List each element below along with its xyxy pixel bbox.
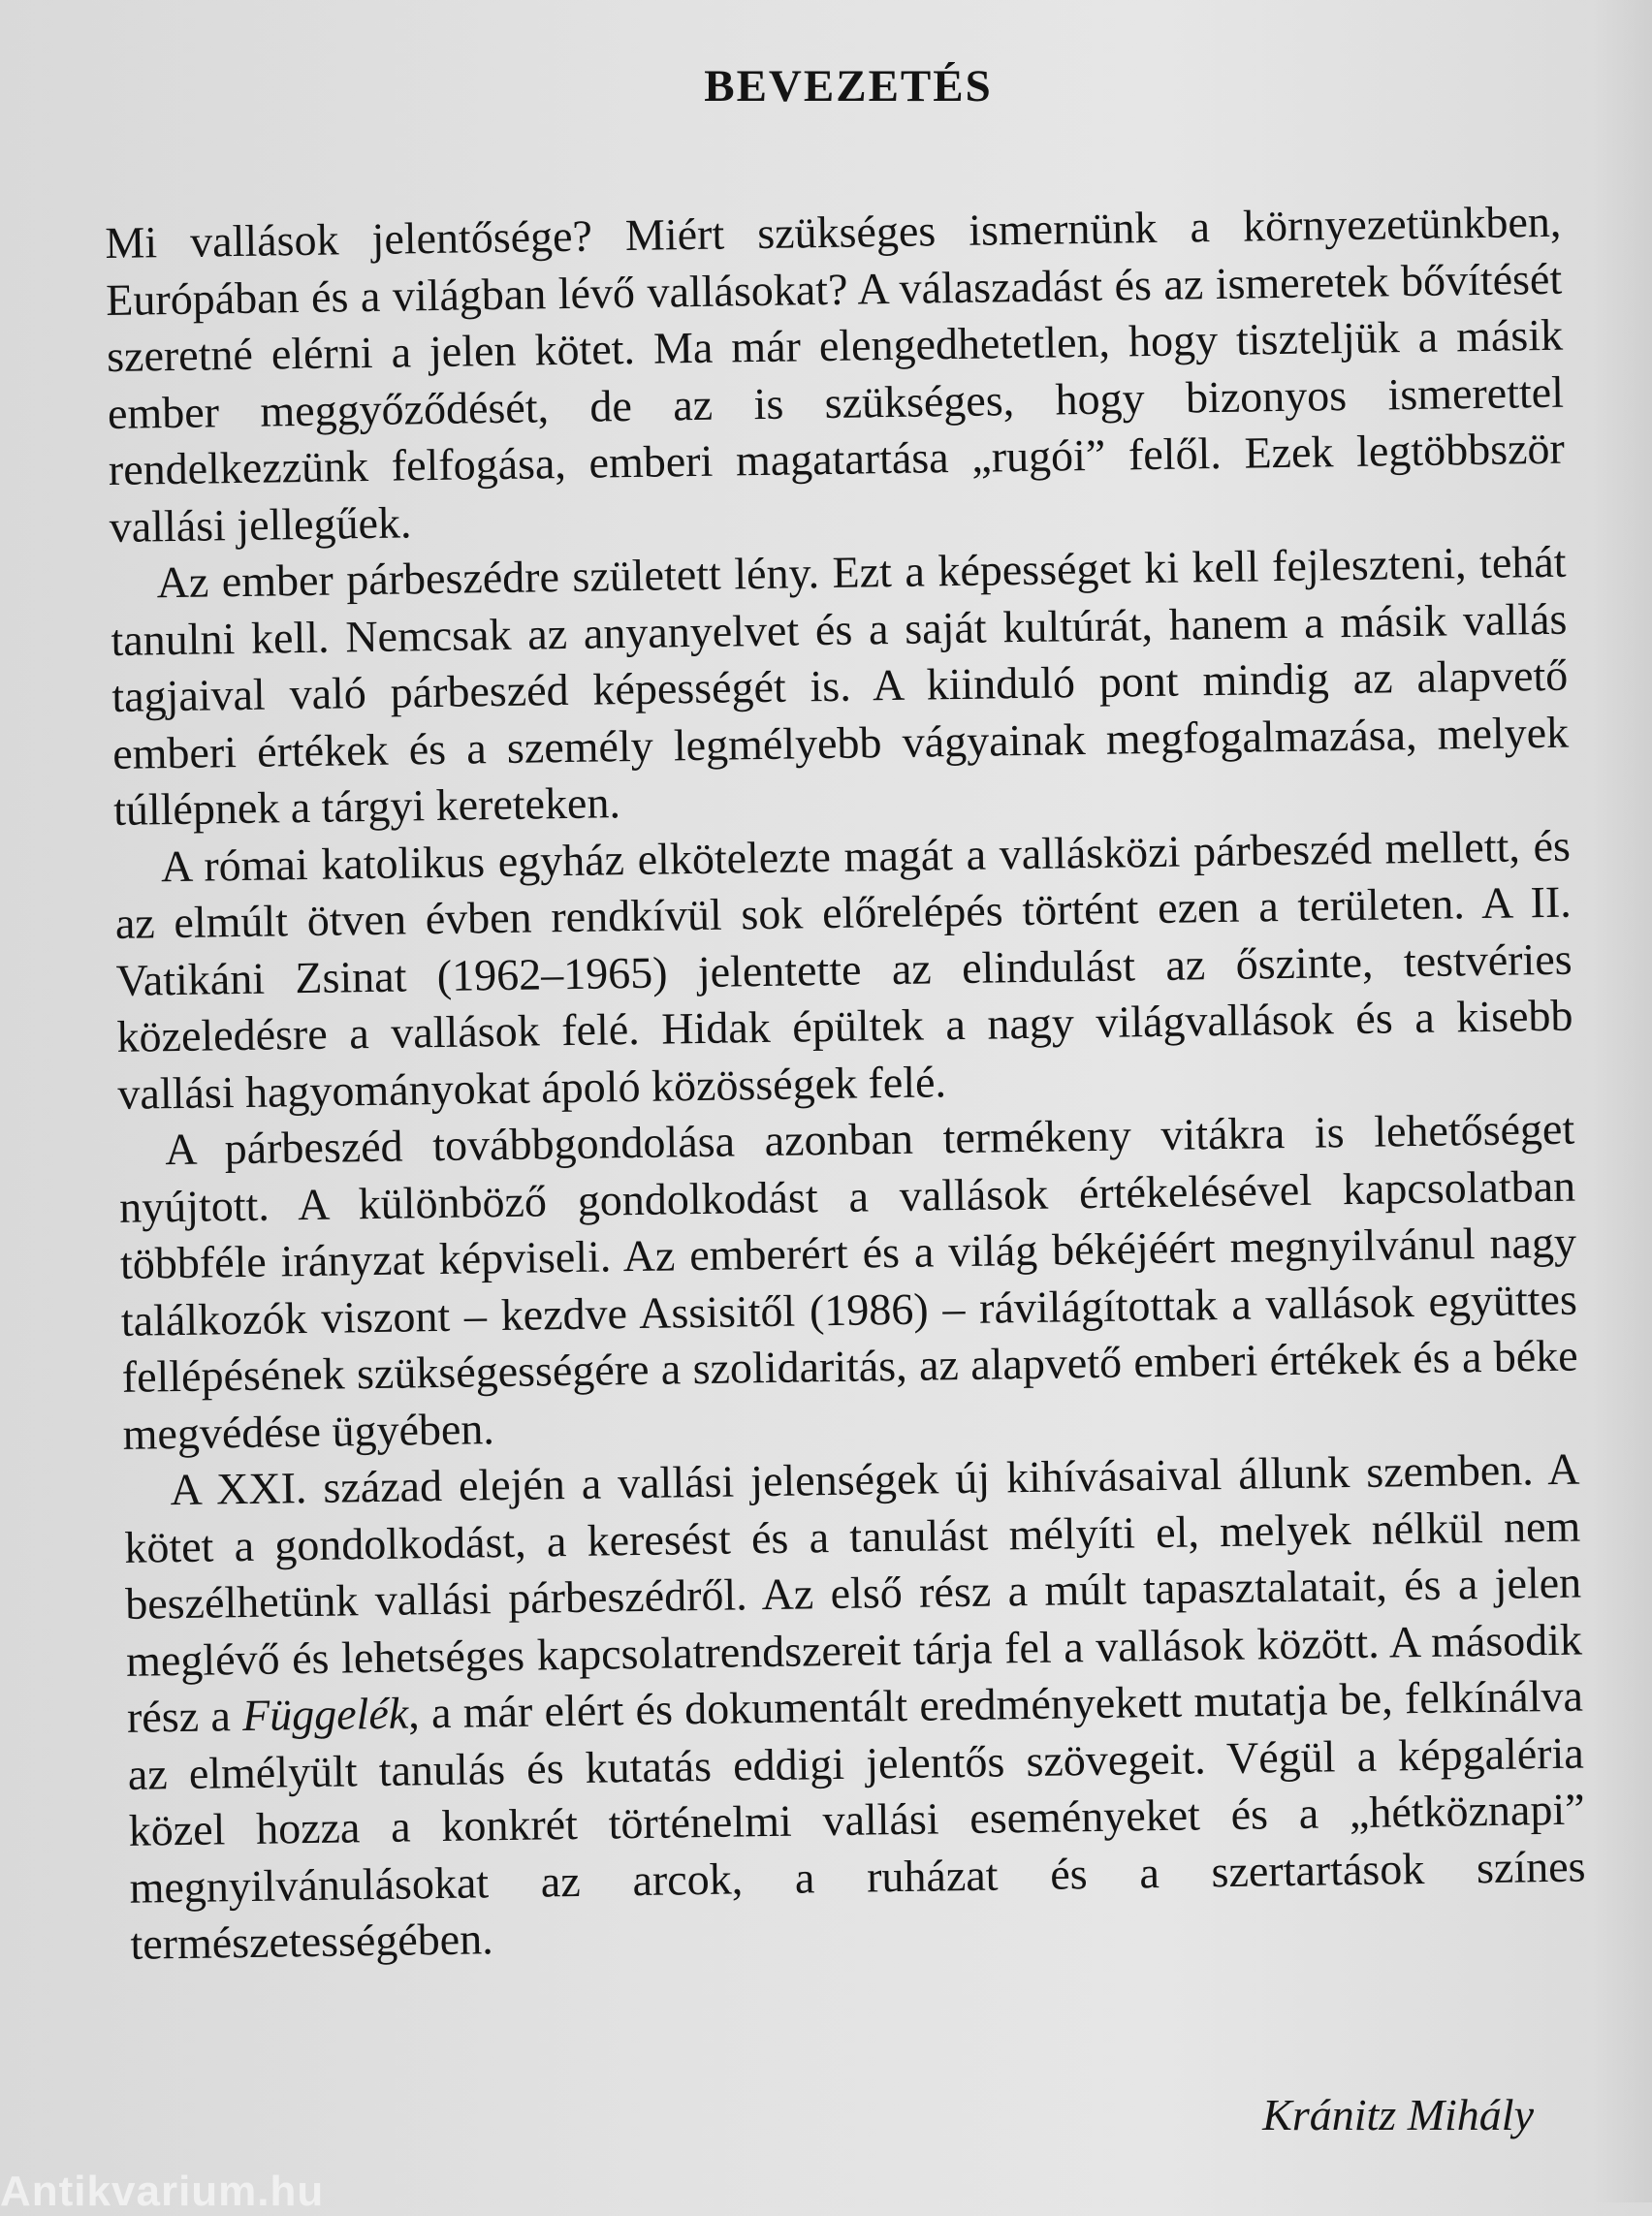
paragraph-5-text-before: A XXI. század elején a vallási jelenségek új kihívásaival állunk szemben. A kötet a gondolkodást, a keresést és a tanulást mélyíti el, melyek nélkül nem beszélhetünk vallási párbeszédről. Az első rész a múlt tapasztalatait, és a jelen meglévő és lehetséges kapcsolatrendszereit tárja fel a vallások között. A második rész a — [124, 1443, 1583, 1742]
watermark-text: Antikvarium.hu — [0, 2168, 325, 2215]
paragraph-3: A római katolikus egyház elkötelezte magát a vallásközi párbeszéd mellett, és az elmúlt ötven évben rendkívül sok előrelépés történt ezen a területen. A II. Vatikáni Zsinat (1962–1965) jelentette az elindulást az őszinte, testvéries közeledésre a vallások felé. Hidak épültek a nagy világvallások és a kisebb vallási hagyományokat ápoló közösségek felé. — [114, 820, 1573, 1119]
page-title: BEVEZETÉS — [704, 61, 993, 111]
author-signature: Kránitz Mihály — [1262, 2090, 1534, 2139]
paragraph-2: Az ember párbeszédre született lény. Ezt a képességet ki kell fejleszteni, tehát tanulni kell. Nemcsak az anyanyelvet és a saját kultúrát, hanem a másik vallás tagjaival való párbeszéd képességét is. A kiinduló pont mindig az alapvető emberi értékek és a személy legmélyebb vágyainak megfogalmazása, melyek túllépnek a tárgyi kereteken. — [111, 536, 1570, 835]
body-text — [105, 194, 1587, 1974]
paragraph-5-text-after: , a már elért és dokumentált eredményekett mutatja be, felkínálva az elmélyült tanulás és kutatás eddigi jelentős szövegeit. Végül a képgaléria közel hozza a konkrét történelmi vallási eseményeket és a „hétköznapi” megnyilvánulásokat az arcok, a ruházat és a szertartások színes természetességében. — [127, 1670, 1586, 1969]
paragraph-1: Mi vallások jelentősége? Miért szükséges ismernünk a környezetünkben, Európában és a világban lévő vallásokat? A válaszadást és az ismeretek bővítését szeretné elérni a jelen kötet. Ma már elengedhetetlen, hogy tiszteljük a másik ember meggyőződését, de az is szükséges, hogy bizonyos ismerettel rendelkezzünk felfogása, emberi magatartása „rugói” felől. Ezek legtöbbször vallási jellegűek. — [105, 196, 1566, 552]
paragraph-4: A párbeszéd továbbgondolása azonban termékeny vitákra is lehetőséget nyújtott. A különböző gondolkodást a vallások értékelésével kapcsolatban többféle irányzat képviseli. Az emberért és a világ békéjéért megnyilvánul nagy találkozók viszont – kezdve Assisitől (1986) – rávilágítottak a vallások együttes fellépésének szükségességére a szolidaritás, az alapvető emberi értékek és a béke megvédése ügyében. — [118, 1103, 1578, 1459]
paragraph-5-italic-term: Függelék — [241, 1688, 409, 1741]
paragraph-5 — [123, 1441, 1587, 1974]
page-edge-shadow — [1594, 0, 1652, 2202]
